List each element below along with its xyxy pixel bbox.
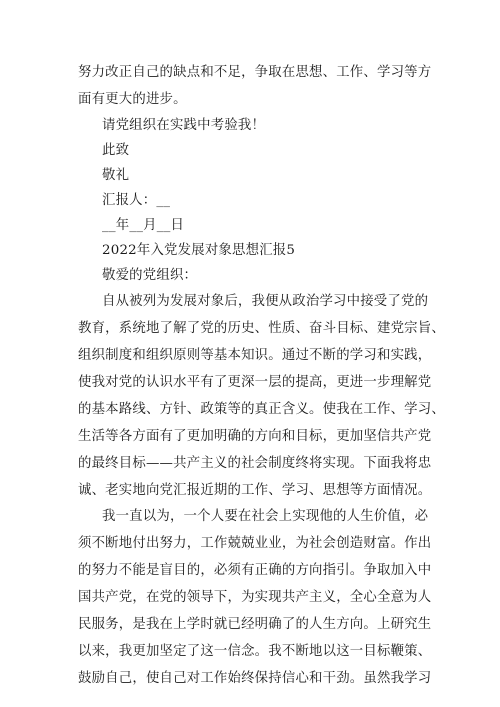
section-heading: 2022年入党发展对象思想汇报5 <box>102 243 296 258</box>
paragraph-2-line: 鼓励自己，使自己对工作始终保持信心和干劲。虽然我学习 <box>78 671 432 686</box>
paragraph-2-line: 民服务，是我在上学时就已经明确了的人生方向。上研究生 <box>78 617 432 632</box>
salutation: 敬爱的党组织： <box>102 268 198 283</box>
paragraph-2-line: 须不断地付出努力，工作兢兢业业，为社会创造财富。作出 <box>78 536 432 551</box>
paragraph-1-line: 生活等各方面有了更加明确的方向和目标，更加坚信共产党 <box>78 429 432 444</box>
request-line: 请党组织在实践中考验我！ <box>102 118 266 133</box>
paragraph-1-line: 的最终目标——共产主义的社会制度终将实现。下面我将忠 <box>78 456 432 471</box>
closing-salutation-1: 此致 <box>102 143 130 158</box>
paragraph-2-line: 以来，我更加坚定了这一信念。我不断地以这一目标鞭策、 <box>78 644 432 659</box>
paragraph-2-line: 的努力不能是盲目的，必须有正确的方向指引。争取加入中 <box>78 563 432 578</box>
date-line: __年__月__日 <box>102 218 185 233</box>
closing-salutation-2: 敬礼 <box>102 168 130 183</box>
paragraph-2-line: 国共产党，在党的领导下，为实现共产主义，全心全意为人 <box>78 590 432 605</box>
paragraph-1-line: 自从被列为发展对象后，我便从政治学习中接受了党的 <box>102 294 429 309</box>
paragraph-1-line: 教育，系统地了解了党的历史、性质、奋斗目标、建党宗旨、 <box>78 321 445 336</box>
closing-paragraph-line: 努力改正自己的缺点和不足，争取在思想、工作、学习等方 <box>78 65 432 80</box>
reporter-line: 汇报人：__ <box>102 193 171 208</box>
paragraph-2-line: 我一直以为，一个人要在社会上实现他的人生价值，必 <box>102 509 429 524</box>
paragraph-1-line: 的基本路线、方针、政策等的真正含义。使我在工作、学习、 <box>78 402 445 417</box>
paragraph-1-line: 使我对党的认识水平有了更深一层的提高，更进一步理解党 <box>78 375 432 390</box>
closing-paragraph-line: 面有更大的进步。 <box>78 92 187 107</box>
paragraph-1-line: 组织制度和组织原则等基本知识。通过不断的学习和实践， <box>78 348 432 363</box>
paragraph-1-line: 诚、老实地向党汇报近期的工作、学习、思想等方面情况。 <box>78 483 432 498</box>
